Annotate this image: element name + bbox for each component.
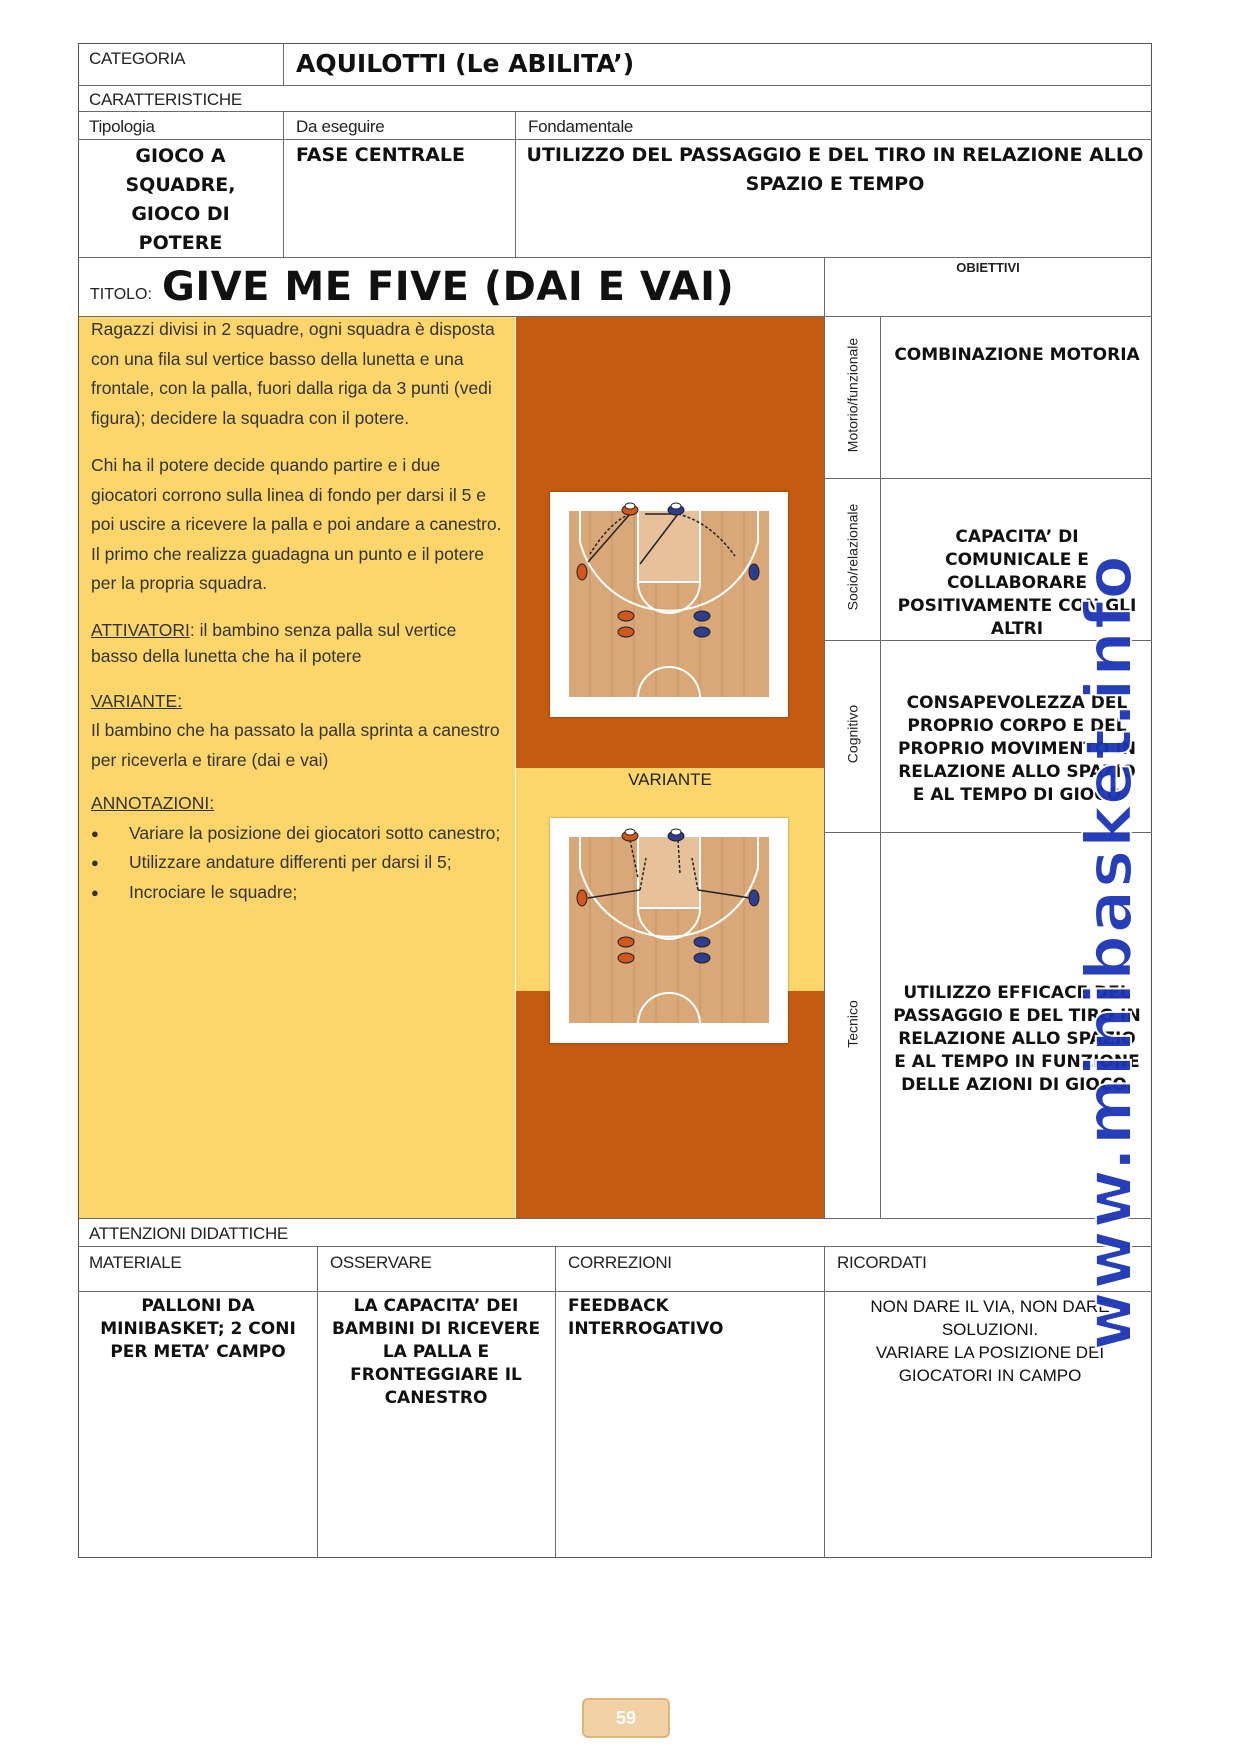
divider	[317, 1246, 318, 1558]
osservare-label: OSSERVARE	[330, 1253, 432, 1272]
tipologia-value: GIOCO A SQUADRE, GIOCO DI POTERE	[125, 145, 236, 254]
basketball-court-icon	[550, 492, 788, 717]
objective-category: Tecnico	[844, 1000, 861, 1048]
materiale-value: PALLONI DA MINIBASKET; 2 CONI PER META’ CAMPO	[100, 1296, 296, 1362]
objective-text: UTILIZZO EFFICACE DEL PASSAGGIO E DEL TIRO IN RELAZIONE ALLO SPAZIO E AL TEMPO IN FUNZIONE DELLE AZIONI DI GIOCO.	[893, 983, 1141, 1095]
correzioni-label: CORREZIONI	[568, 1253, 672, 1272]
basketball-court-icon	[550, 818, 788, 1043]
objective-category: Motorio/funzionale	[844, 337, 861, 453]
attenzioni-label: ATTENZIONI DIDATTICHE	[89, 1224, 288, 1243]
objective-category: Cognitivo	[844, 704, 861, 764]
objective-text: CONSAPEVOLEZZA DEL PROPRIO CORPO E DEL PROPRIO MOVIMENTO IN RELAZIONE ALLO SPAZIO E AL TEMPO DI GIOCO	[898, 693, 1136, 805]
description-panel	[79, 317, 515, 1218]
objective-text: COMBINAZIONE MOTORIA	[894, 345, 1140, 365]
bullet-icon: ●	[91, 884, 99, 900]
list-item: ● Variare la posizione dei giocatori sotto canestro;	[91, 819, 503, 849]
correzioni-value: FEEDBACK INTERROGATIVO	[568, 1296, 724, 1339]
attivatori-label: ATTIVATORI	[91, 619, 190, 640]
objective-category-cell	[825, 479, 880, 640]
divider	[880, 316, 881, 1218]
divider	[824, 1246, 825, 1558]
court-diagram-variante	[550, 818, 788, 1043]
attivatori-text: : il bambino senza palla sul vertice basso della lunetta che ha il potere	[91, 619, 457, 666]
bullet-icon: ●	[91, 855, 99, 870]
divider	[515, 111, 516, 257]
objective-category-cell	[825, 833, 880, 1218]
variante-label: VARIANTE:	[91, 690, 183, 711]
da-eseguire-label: Da eseguire	[296, 117, 385, 136]
objective-category: Socio/relazionale	[844, 503, 861, 611]
materiale-label: MATERIALE	[89, 1253, 182, 1272]
ricordati-value: NON DARE IL VIA, NON DARE SOLUZIONI. VARIARE LA POSIZIONE DEI GIOCATORI IN CAMPO	[870, 1297, 1110, 1385]
titolo-label: TITOLO:	[90, 286, 152, 303]
watermark: www.minibasket.info	[1073, 553, 1147, 1351]
categoria-value: AQUILOTTI (Le ABILITA’)	[296, 49, 635, 78]
bullet-icon: ●	[91, 825, 99, 841]
objective-text: CAPACITA’ DI COMUNICALE E COLLABORARE POSITIVAMENTE CON GLI ALTRI	[897, 527, 1137, 639]
page-title: GIVE ME FIVE (DAI E VAI)	[162, 264, 735, 310]
categoria-label: CATEGORIA	[89, 49, 186, 68]
da-eseguire-value: FASE CENTRALE	[296, 144, 465, 166]
fondamentale-value: UTILIZZO DEL PASSAGGIO E DEL TIRO IN RELAZIONE ALLO SPAZIO E TEMPO	[526, 144, 1144, 195]
divider	[78, 1218, 1152, 1219]
osservare-value: LA CAPACITA’ DEI BAMBINI DI RICEVERE LA PALLA E FRONTEGGIARE IL CANESTRO	[331, 1296, 541, 1408]
divider	[78, 85, 1152, 86]
divider	[283, 111, 284, 257]
obiettivi-label: OBIETTIVI	[956, 260, 1020, 275]
page-number: 59	[582, 1698, 670, 1738]
divider	[283, 43, 284, 85]
fondamentale-label: Fondamentale	[528, 117, 634, 136]
divider	[555, 1246, 556, 1558]
variante-text: Il bambino che ha passato la palla sprinta a canestro per riceverla e tirare (dai e vai)	[91, 720, 500, 770]
annotazioni-label: ANNOTAZIONI:	[91, 793, 215, 813]
tipologia-label: Tipologia	[89, 117, 155, 136]
description-paragraph-1: Ragazzi divisi in 2 squadre, ogni squadra è disposta con una fila sul vertice basso della lunetta e una frontale, con la palla, fuori dalla riga da 3 punti (vedi figura); decidere la squadra con il potere.	[91, 319, 495, 428]
ricordati-label: RICORDATI	[837, 1253, 927, 1272]
variante-figure-label: VARIANTE	[628, 770, 712, 789]
caratteristiche-label: CARATTERISTICHE	[89, 90, 242, 109]
objective-category-cell	[825, 317, 880, 478]
list-item: ● Incrociare le squadre;	[91, 878, 503, 908]
list-item: ● Utilizzare andature differenti per darsi il 5;	[91, 848, 503, 878]
description-paragraph-2: Chi ha il potere decide quando partire e i due giocatori corrono sulla linea di fondo per darsi il 5 e poi uscire a ricevere la palla e poi andare a canestro. Il primo che realizza guadagna un punto e il potere per la propria squadra.	[91, 455, 502, 593]
divider	[78, 1291, 1152, 1292]
court-diagram	[550, 492, 788, 717]
objective-category-cell	[825, 641, 880, 832]
